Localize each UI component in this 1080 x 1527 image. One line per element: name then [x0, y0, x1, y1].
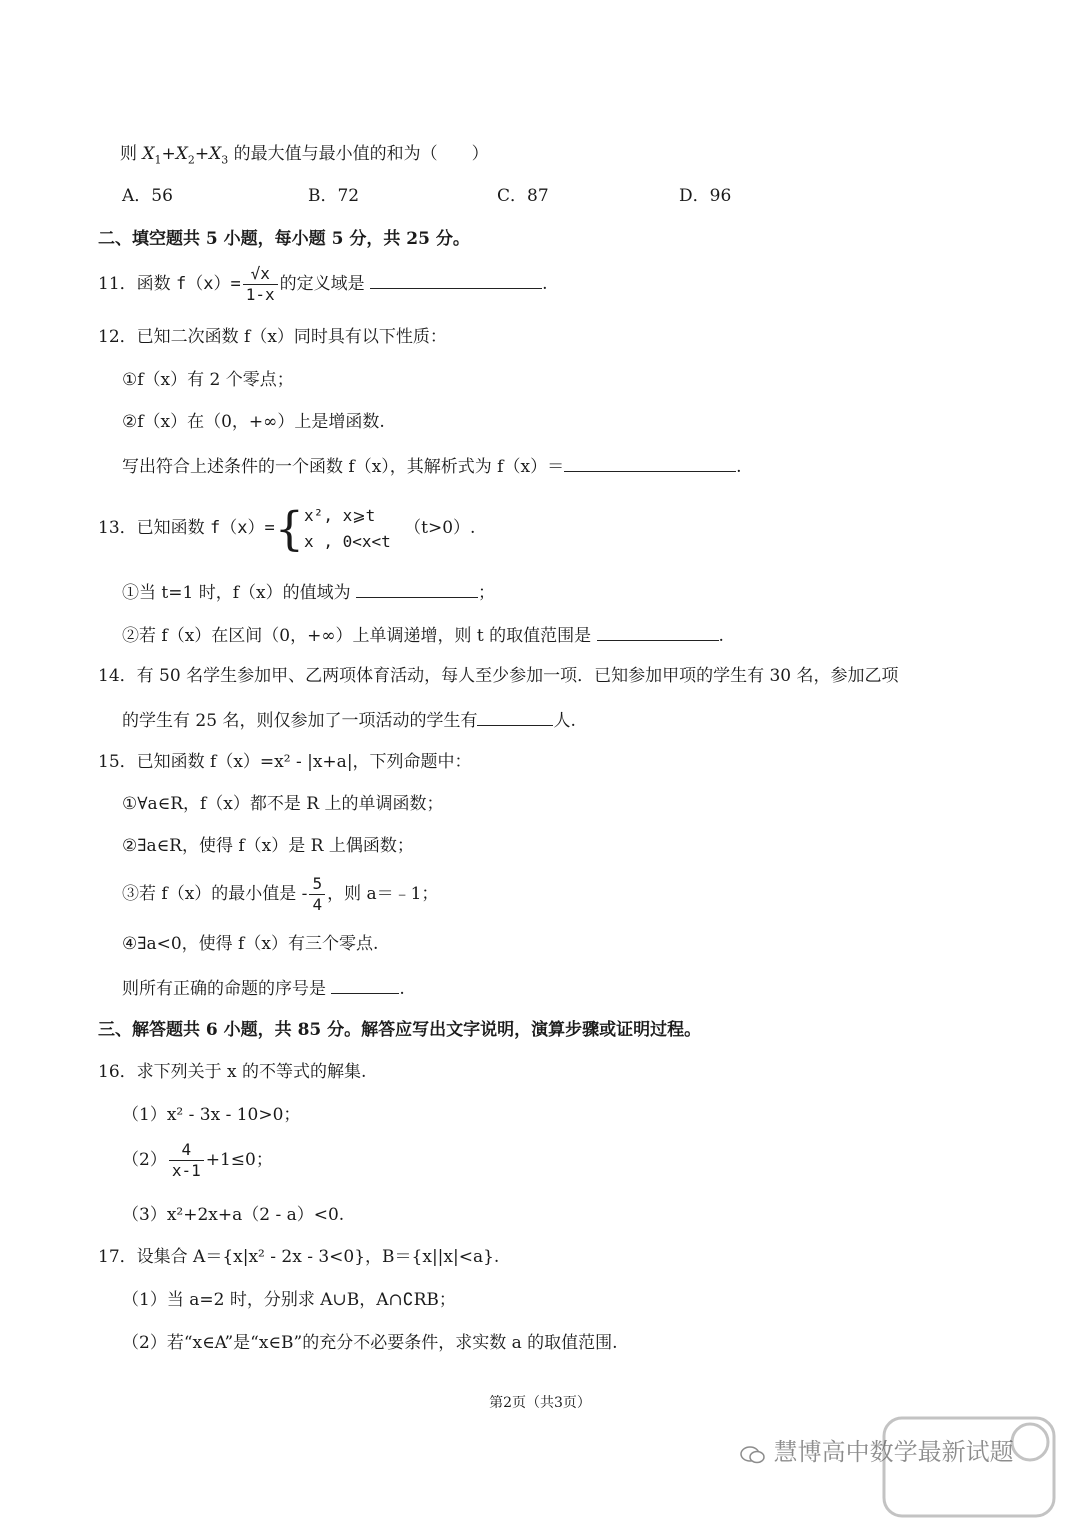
q13-answer-blank-2[interactable] — [597, 622, 719, 641]
watermark-text: 慧博高中数学最新试题 — [740, 1432, 1014, 1467]
q14-line-2: 的学生有 25 名，则仅参加了一项活动的学生有 人. — [122, 707, 576, 733]
q10-option-c: C．87 — [497, 186, 549, 206]
q11: 11．函数 f（x）= $\frac{√x}{1-x}$ 的定义域是 . — [98, 264, 548, 304]
page-footer: 第2页（共3页） — [489, 1395, 591, 1411]
q11-fraction: $\frac{√x}{1-x}$ — [243, 264, 278, 305]
q14-line-1: 14．有 50 名学生参加甲、乙两项体育活动，每人至少参加一项．已知参加甲项的学生有 30 名，参加乙项 — [98, 666, 899, 686]
q14-answer-blank[interactable] — [477, 707, 553, 726]
q15-prop-2: ②∃a∈R，使得 f（x）是 R 上偶函数； — [122, 836, 414, 856]
q12-property-1: ①f（x）有 2 个零点； — [122, 370, 294, 390]
q12-property-2: ②f（x）在（0，+∞）上是增函数. — [122, 412, 385, 432]
q15-prop-4: ④∃a<0，使得 f（x）有三个零点. — [122, 934, 379, 954]
watermark-logo — [880, 1412, 1060, 1522]
q13-brace: { — [274, 501, 305, 556]
q13-answer-blank-1[interactable] — [356, 579, 478, 598]
q16-part-3: （3）x²+2x+a（2 - a）<0. — [122, 1205, 345, 1225]
q15-fraction: $\frac{5}{4}$ — [309, 874, 325, 915]
q12-stem: 12．已知二次函数 f（x）同时具有以下性质： — [98, 327, 447, 347]
q10-stem: 则 $X_1+X_2+X_3$ 的最大值与最小值的和为（ ） — [120, 144, 489, 167]
q15-ask: 则所有正确的命题的序号是 . — [122, 975, 405, 1001]
section-3-heading: 三、解答题共 6 小题，共 85 分。解答应写出文字说明，演算步骤或证明过程。 — [98, 1020, 702, 1040]
q10-option-b: B．72 — [308, 186, 360, 206]
q13-part-2: ②若 f（x）在区间（0，+∞）上单调递增，则 t 的取值范围是 . — [122, 622, 724, 648]
q16-part-1: （1）x² - 3x - 10>0； — [122, 1105, 301, 1125]
q17-part-2: （2）若“x∈A”是“x∈B”的充分不必要条件，求实数 a 的取值范围. — [122, 1333, 618, 1353]
q15-prop-3: ③若 f（x）的最小值是 - $\frac{5}{4}$ ，则 a＝﹣1； — [122, 874, 439, 914]
section-2-heading: 二、填空题共 5 小题，每小题 5 分，共 25 分。 — [98, 229, 470, 249]
q12-answer-blank[interactable] — [564, 453, 736, 472]
q16-part-2: （2） $\frac{4}{x-1}$ +1≤0； — [122, 1140, 273, 1180]
q17-part-1: （1）当 a=2 时，分别求 A∪B，A∩∁RB； — [122, 1290, 456, 1310]
q16-fraction: $\frac{4}{x-1}$ — [169, 1140, 204, 1181]
q13: 13．已知函数 f（x）={ x², x⩾t x , 0<x<t （t>0）. — [98, 501, 476, 556]
q15-stem: 15．已知函数 f（x）=x² - |x+a|，下列命题中： — [98, 752, 472, 772]
q12-ask: 写出符合上述条件的一个函数 f（x），其解析式为 f（x）＝ . — [122, 453, 741, 479]
q10-option-d: D．96 — [679, 186, 732, 206]
q13-part-1: ①当 t=1 时，f（x）的值域为 ； — [122, 579, 495, 605]
q11-answer-blank[interactable] — [370, 270, 542, 289]
q17-stem: 17．设集合 A＝{x|x² - 2x - 3<0}，B＝{x||x|<a}. — [98, 1247, 500, 1267]
q16-stem: 16．求下列关于 x 的不等式的解集. — [98, 1062, 367, 1082]
wechat-icon — [740, 1443, 766, 1463]
q13-cases: x², x⩾t x , 0<x<t — [304, 505, 391, 551]
q10-option-a: A．56 — [122, 186, 173, 206]
q15-answer-blank[interactable] — [331, 975, 399, 994]
q15-prop-1: ①∀a∈R，f（x）都不是 R 上的单调函数； — [122, 794, 444, 814]
